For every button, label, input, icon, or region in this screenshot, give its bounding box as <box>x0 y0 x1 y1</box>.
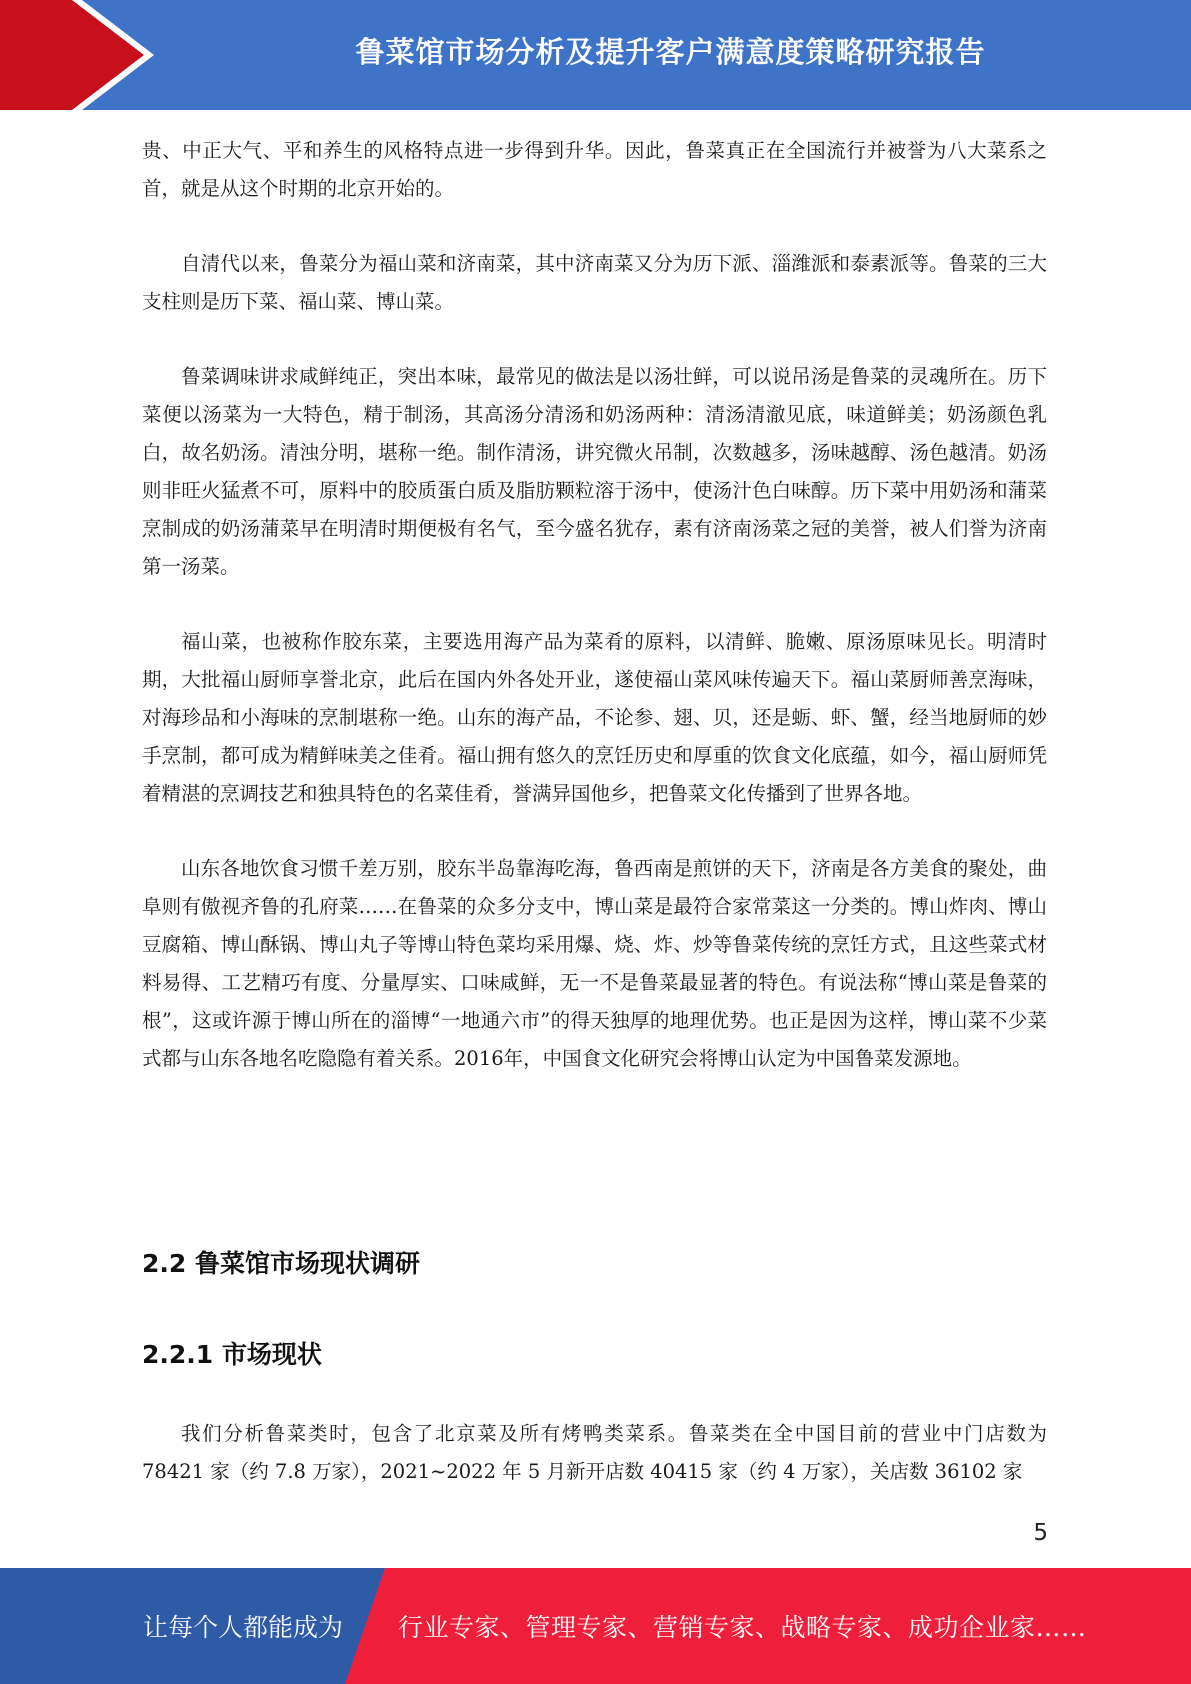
header-title: 鲁菜馆市场分析及提升客户满意度策略研究报告 <box>355 34 986 69</box>
footer-slogan-right: 行业专家、管理专家、营销专家、战略专家、成功企业家…… <box>398 1613 1087 1642</box>
paragraph: 贵、中正大气、平和养生的风格特点进一步得到升华。因此，鲁菜真正在全国流行并被誉为八大菜系之首，就是从这个时期的北京开始的。 <box>142 139 1047 200</box>
paragraph: 鲁菜调味讲求咸鲜纯正，突出本味，最常见的做法是以汤壮鲜，可以说吊汤是鲁菜的灵魂所在。历下菜便以汤菜为一大特色，精于制汤，其高汤分清汤和奶汤两种：清汤清澈见底，味道鲜美；奶汤颜色乳白，故名奶汤。清浊分明，堪称一绝。制作清汤，讲究微火吊制，次数越多，汤味越醇、汤色越清。奶汤则非旺火猛煮不可，原料中的胶质蛋白质及脂肪颗粒溶于汤中，使汤汁色白味醇。历下菜中用奶汤和蒲菜烹制成的奶汤蒲菜早在明清时期便极有名气，至今盛名犹存，素有济南汤菜之冠的美誉，被人们誉为济南第一汤菜。 <box>142 365 1047 578</box>
page-footer <box>0 1568 1191 1684</box>
body-text <box>142 132 1047 1078</box>
section-body <box>142 1415 1047 1491</box>
footer-slogan-left: 让每个人都能成为 <box>143 1613 344 1642</box>
paragraph: 山东各地饮食习惯千差万别，胶东半岛靠海吃海，鲁西南是煎饼的天下，济南是各方美食的聚处，曲阜则有傲视齐鲁的孔府菜……在鲁菜的众多分支中，博山菜是最符合家常菜这一分类的。博山炸肉、博山豆腐箱、博山酥锅、博山丸子等博山特色菜均采用爆、烧、炸、炒等鲁菜传统的烹饪方式，且这些菜式材料易得、工艺精巧有度、分量厚实、口味咸鲜，无一不是鲁菜最显著的特色。有说法称“博山菜是鲁菜的根”，这或许源于博山所在的淄博“一地通六市”的得天独厚的地理优势。也正是因为这样，博山菜不少菜式都与山东各地名吃隐隐有着关系。2016年，中国食文化研究会将博山认定为中国鲁菜发源地。 <box>142 857 1047 1070</box>
paragraph: 我们分析鲁菜类时，包含了北京菜及所有烤鸭类菜系。鲁菜类在全中国目前的营业中门店数为 78421 家（约 7.8 万家），2021~2022 年 5 月新开店数 40415 家（约 4 万家），关店数 36102 家 <box>142 1422 1047 1483</box>
subsection-heading: 2.2.1 市场现状 <box>142 1340 322 1369</box>
page-header <box>0 0 1191 110</box>
section-heading: 2.2 鲁菜馆市场现状调研 <box>142 1249 420 1278</box>
paragraph: 自清代以来，鲁菜分为福山菜和济南菜，其中济南菜又分为历下派、淄潍派和泰素派等。鲁菜的三大支柱则是历下菜、福山菜、博山菜。 <box>142 252 1047 313</box>
paragraph: 福山菜，也被称作胶东菜，主要选用海产品为菜肴的原料，以清鲜、脆嫩、原汤原味见长。明清时期，大批福山厨师享誉北京，此后在国内外各处开业，遂使福山菜风味传遍天下。福山菜厨师善烹海味，对海珍品和小海味的烹制堪称一绝。山东的海产品，不论参、翅、贝，还是蛎、虾、蟹，经当地厨师的妙手烹制，都可成为精鲜味美之佳肴。福山拥有悠久的烹饪历史和厚重的饮食文化底蕴，如今，福山厨师凭着精湛的烹调技艺和独具特色的名菜佳肴，誉满异国他乡，把鲁菜文化传播到了世界各地。 <box>142 630 1047 805</box>
page-number: 5 <box>1033 1520 1048 1546</box>
